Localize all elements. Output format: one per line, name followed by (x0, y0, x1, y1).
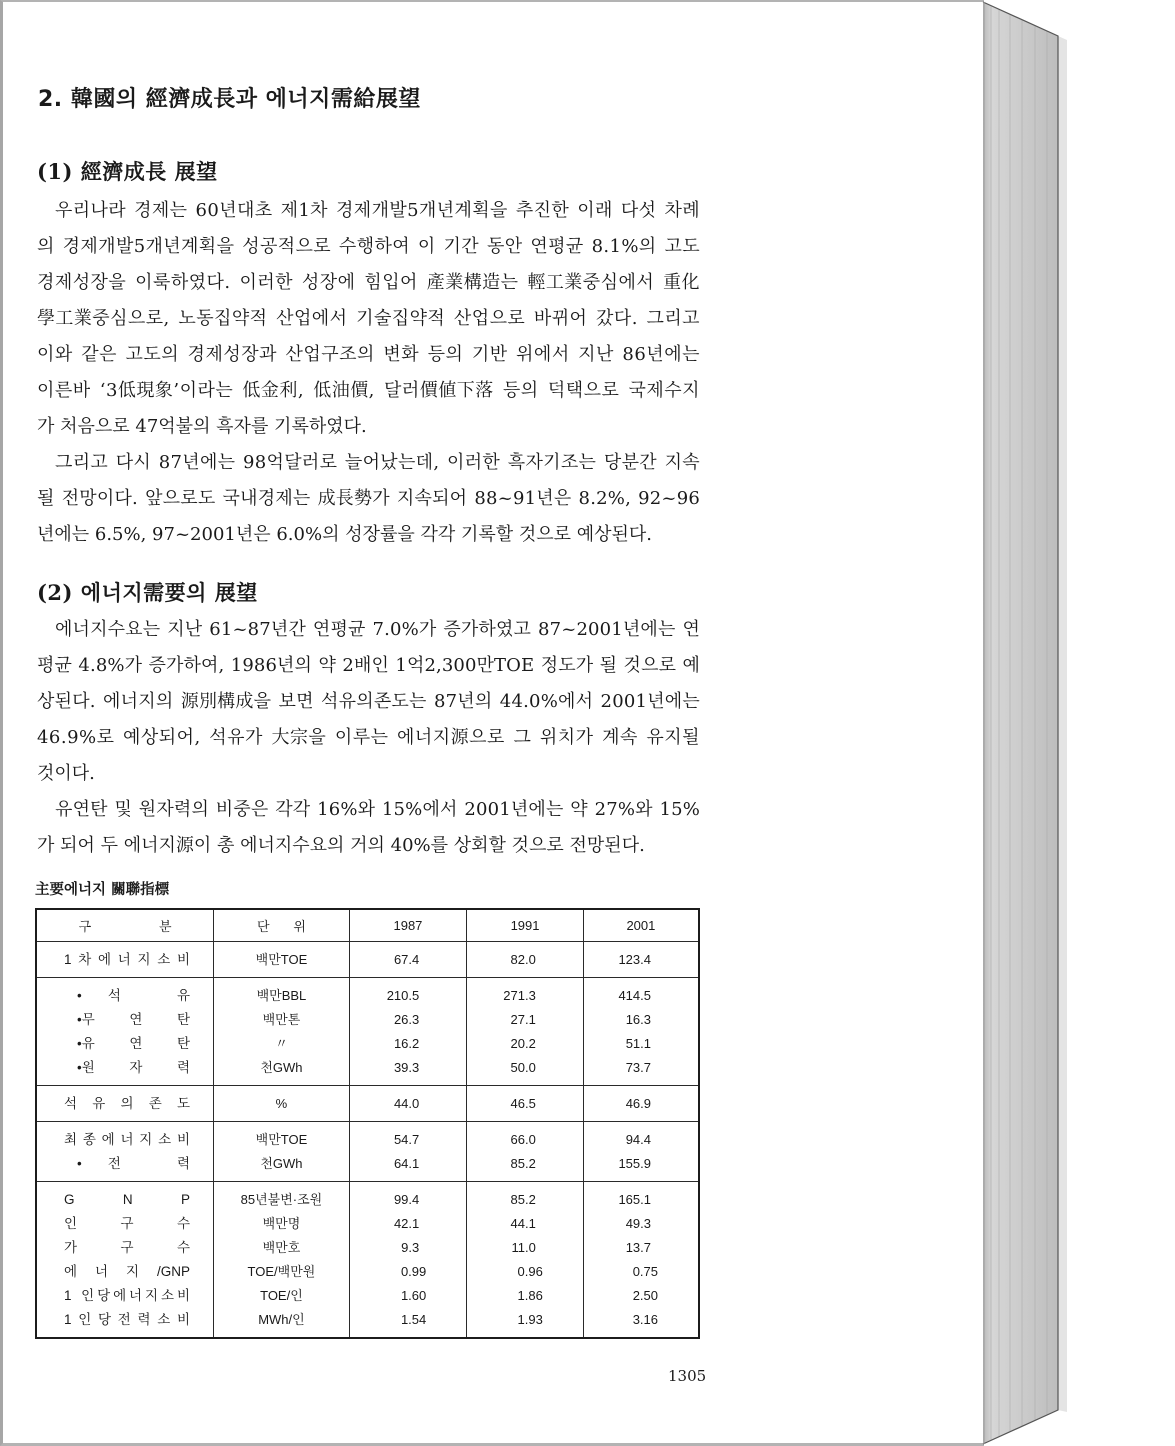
text-line: 에너지수요는 지난 61~87년간 연평균 7.0%가 증가하였고 87~2001년에는 연 (55, 619, 700, 640)
subsection-body-1 (37, 193, 700, 553)
text-line: 가 처음으로 47억불의 흑자를 기록하였다. (37, 416, 367, 437)
text-line: 상된다. 에너지의 源別構成을 보면 석유의존도는 87년의 44.0%에서 2001년에는 (37, 691, 700, 712)
table-row (37, 1236, 213, 1260)
text-line: 것이다. (37, 763, 95, 784)
value-cell-1991 (467, 1182, 584, 1339)
paragraph (37, 792, 700, 864)
table-row (37, 1128, 213, 1152)
energy-indicator-table (35, 908, 700, 1339)
row-label: •유 연 탄 (77, 1036, 190, 1051)
value: 1.93 (517, 1312, 543, 1327)
table-row-group (36, 1122, 699, 1182)
header-label: 1987 (393, 918, 423, 933)
value: 50.0 (510, 1060, 536, 1075)
value-cell-2001 (583, 942, 699, 978)
value: 0.96 (517, 1264, 543, 1279)
text-line: 될 전망이다. 앞으로도 국내경제는 成長勢가 지속되어 88~91년은 8.2%, 92~96 (37, 488, 700, 509)
value: 1.86 (517, 1288, 543, 1303)
row-label-cell (36, 1086, 214, 1122)
value-cell-1987 (349, 1086, 467, 1122)
text-line: 의 경제개발5개년계획을 성공적으로 수행하여 이 기간 동안 연평균 8.1%의 고도 (37, 236, 700, 257)
value: 73.7 (625, 1060, 651, 1075)
value: 26.3 (393, 1012, 420, 1027)
value: 42.1 (393, 1216, 420, 1231)
value-cell-1991 (467, 942, 584, 978)
header-label: 구 분 (78, 919, 204, 934)
value: 271.3 (503, 988, 536, 1003)
table-row (37, 1212, 213, 1236)
row-label: 인 구 수 (64, 1216, 190, 1231)
unit-cell (214, 1086, 349, 1122)
table-row (37, 1092, 213, 1116)
table-row (37, 1308, 213, 1332)
unit-cell (214, 978, 349, 1086)
value: 85.2 (510, 1192, 536, 1207)
value-cell-2001 (583, 1182, 699, 1339)
value: 16.2 (393, 1036, 420, 1051)
value: 123.4 (618, 952, 651, 967)
table-row (37, 984, 217, 1008)
table-row (37, 1032, 213, 1056)
value-cell-1991 (467, 1086, 584, 1122)
value-cell-2001 (583, 1122, 699, 1182)
value: 64.1 (393, 1156, 420, 1171)
header-label: 단 위 (256, 919, 317, 934)
unit-label: 백만TOE (255, 952, 308, 967)
row-label: •원 자 력 (77, 1060, 190, 1075)
table-row (37, 1056, 213, 1080)
value: 20.2 (510, 1036, 536, 1051)
table-row-group (36, 942, 699, 978)
value-cell-1987 (349, 1122, 467, 1182)
subsection-body-2 (37, 612, 700, 864)
value: 2.50 (632, 1288, 658, 1303)
unit-label: 〃 (274, 1036, 288, 1051)
row-label: •무 연 탄 (77, 1012, 190, 1027)
table-body (36, 942, 699, 1339)
text-line: 유연탄 및 원자력의 비중은 각각 16%와 15%에서 2001년에는 약 27%와 15% (55, 799, 700, 820)
value: 54.7 (393, 1132, 420, 1147)
row-label: 1 인 당 전 력 소 비 (64, 1312, 190, 1327)
unit-label: MWh/인 (258, 1312, 305, 1327)
row-label-cell (36, 1122, 217, 1182)
row-label: •전 력 (77, 1156, 217, 1171)
value: 0.99 (400, 1264, 427, 1279)
unit-label: % (275, 1096, 288, 1111)
unit-label: 천GWh (260, 1060, 303, 1075)
unit-label: 천GWh (260, 1156, 303, 1171)
table-row (37, 948, 213, 972)
value: 13.7 (625, 1240, 651, 1255)
value: 0.75 (632, 1264, 658, 1279)
table-row-group (36, 978, 699, 1086)
value: 44.0 (393, 1096, 420, 1111)
energy-indicator-table-wrap (35, 908, 700, 1339)
value: 85.2 (510, 1156, 536, 1171)
value: 210.5 (386, 988, 420, 1003)
value: 44.1 (510, 1216, 536, 1231)
row-label: 가 구 수 (64, 1240, 190, 1255)
table-row (37, 1152, 217, 1176)
value: 46.9 (625, 1096, 651, 1111)
value-cell-2001 (583, 978, 699, 1086)
text-line: 가 되어 두 에너지源이 총 에너지수요의 거의 40%를 상회할 것으로 전망된다. (37, 835, 645, 856)
row-label-cell (36, 1182, 214, 1339)
value: 39.3 (393, 1060, 420, 1075)
subsection-heading-1: (1) 經濟成長 展望 (37, 159, 218, 184)
unit-label: TOE/인 (260, 1288, 303, 1303)
row-label: 1 차 에 너 지 소 비 (64, 952, 190, 967)
row-label: •석 유 (77, 988, 217, 1003)
table-header-cell (214, 909, 349, 942)
paragraph (37, 612, 700, 792)
text-line: 년에는 6.5%, 97~2001년은 6.0%의 성장률을 각각 기록할 것으로 예상된다. (37, 524, 653, 545)
table-row (37, 1260, 213, 1284)
unit-label: TOE/백만원 (247, 1264, 316, 1279)
table-head (36, 909, 699, 942)
value: 27.1 (510, 1012, 536, 1027)
table-row-group (36, 1182, 699, 1339)
unit-cell (214, 1182, 349, 1339)
text-line: 그리고 다시 87년에는 98억달러로 늘어났는데, 이러한 흑자기조는 당분간 지속 (55, 452, 700, 473)
row-label: 석 유 의 존 도 (64, 1096, 190, 1111)
table-header-cell (467, 909, 584, 942)
text-line: 평균 4.8%가 증가하여, 1986년의 약 2배인 1억2,300만TOE 정도가 될 것으로 예 (37, 655, 700, 676)
text-line: 경제성장을 이룩하였다. 이러한 성장에 힘입어 產業構造는 輕工業중심에서 重化 (37, 272, 700, 293)
text-line: 이른바 ‘3低現象’이라는 低金利, 低油價, 달러價値下落 등의 덕택으로 국제수지 (37, 380, 700, 401)
value: 94.4 (625, 1132, 651, 1147)
header-label: 2001 (626, 918, 656, 933)
row-label: 에 너 지 /GNP (64, 1264, 190, 1279)
section-title: 2. 韓國의 經濟成長과 에너지需給展望 (38, 87, 421, 112)
value: 67.4 (393, 952, 420, 967)
value: 46.5 (510, 1096, 536, 1111)
table-header-cell (36, 909, 214, 942)
value: 99.4 (393, 1192, 420, 1207)
text-line: 46.9%로 예상되어, 석유가 大宗을 이루는 에너지源으로 그 위치가 계속 유지될 (37, 727, 700, 748)
value: 3.16 (632, 1312, 658, 1327)
value: 155.9 (618, 1156, 651, 1171)
value-cell-2001 (583, 1086, 699, 1122)
value-cell-1991 (467, 1122, 584, 1182)
subsection-heading-2: (2) 에너지需要의 展望 (37, 580, 258, 605)
table-row-group (36, 1086, 699, 1122)
row-label: 최 종 에 너 지 소 비 (64, 1132, 190, 1147)
table-header-row (36, 909, 699, 942)
value: 414.5 (618, 988, 651, 1003)
table-header-cell (349, 909, 467, 942)
value: 66.0 (510, 1132, 536, 1147)
unit-label: 85년불변·조원 (240, 1192, 323, 1207)
text-line: 이와 같은 고도의 경제성장과 산업구조의 변화 등의 기반 위에서 지난 86년에는 (37, 344, 700, 365)
table-row (37, 1008, 213, 1032)
table-caption: 主要에너지 關聯指標 (35, 882, 170, 898)
value: 1.54 (400, 1312, 427, 1327)
value: 1.60 (400, 1288, 427, 1303)
unit-label: 백만명 (262, 1216, 301, 1231)
value-cell-1987 (349, 942, 467, 978)
paragraph (37, 445, 700, 553)
unit-label: 백만톤 (262, 1012, 301, 1027)
unit-label: 백만호 (262, 1240, 301, 1255)
table-row (37, 1284, 213, 1308)
text-line: 學工業중심으로, 노동집약적 산업에서 기술집약적 산업으로 바뀌어 갔다. 그리고 (37, 308, 700, 329)
table-header-cell (583, 909, 699, 942)
unit-cell (214, 942, 349, 978)
value: 165.1 (618, 1192, 651, 1207)
text-line: 우리나라 경제는 60년대초 제1차 경제개발5개년계획을 추진한 이래 다섯 차례 (55, 200, 700, 221)
page-number: 1305 (668, 1367, 707, 1385)
value: 16.3 (625, 1012, 651, 1027)
unit-cell (214, 1122, 349, 1182)
row-label: 1 인당에너지소비 (64, 1288, 193, 1303)
row-label-cell (36, 942, 214, 978)
unit-label: 백만TOE (255, 1132, 308, 1147)
value: 9.3 (401, 1240, 420, 1255)
value-cell-1991 (467, 978, 584, 1086)
value-cell-1987 (349, 1182, 467, 1339)
header-label: 1991 (510, 918, 540, 933)
row-label: G N P (64, 1192, 190, 1207)
value: 51.1 (625, 1036, 651, 1051)
value: 11.0 (511, 1240, 536, 1255)
value: 49.3 (625, 1216, 651, 1231)
table-row (37, 1188, 213, 1212)
row-label-cell (36, 978, 217, 1086)
paragraph (37, 193, 700, 445)
unit-label: 백만BBL (256, 988, 307, 1003)
value: 82.0 (510, 952, 536, 967)
value-cell-1987 (349, 978, 467, 1086)
